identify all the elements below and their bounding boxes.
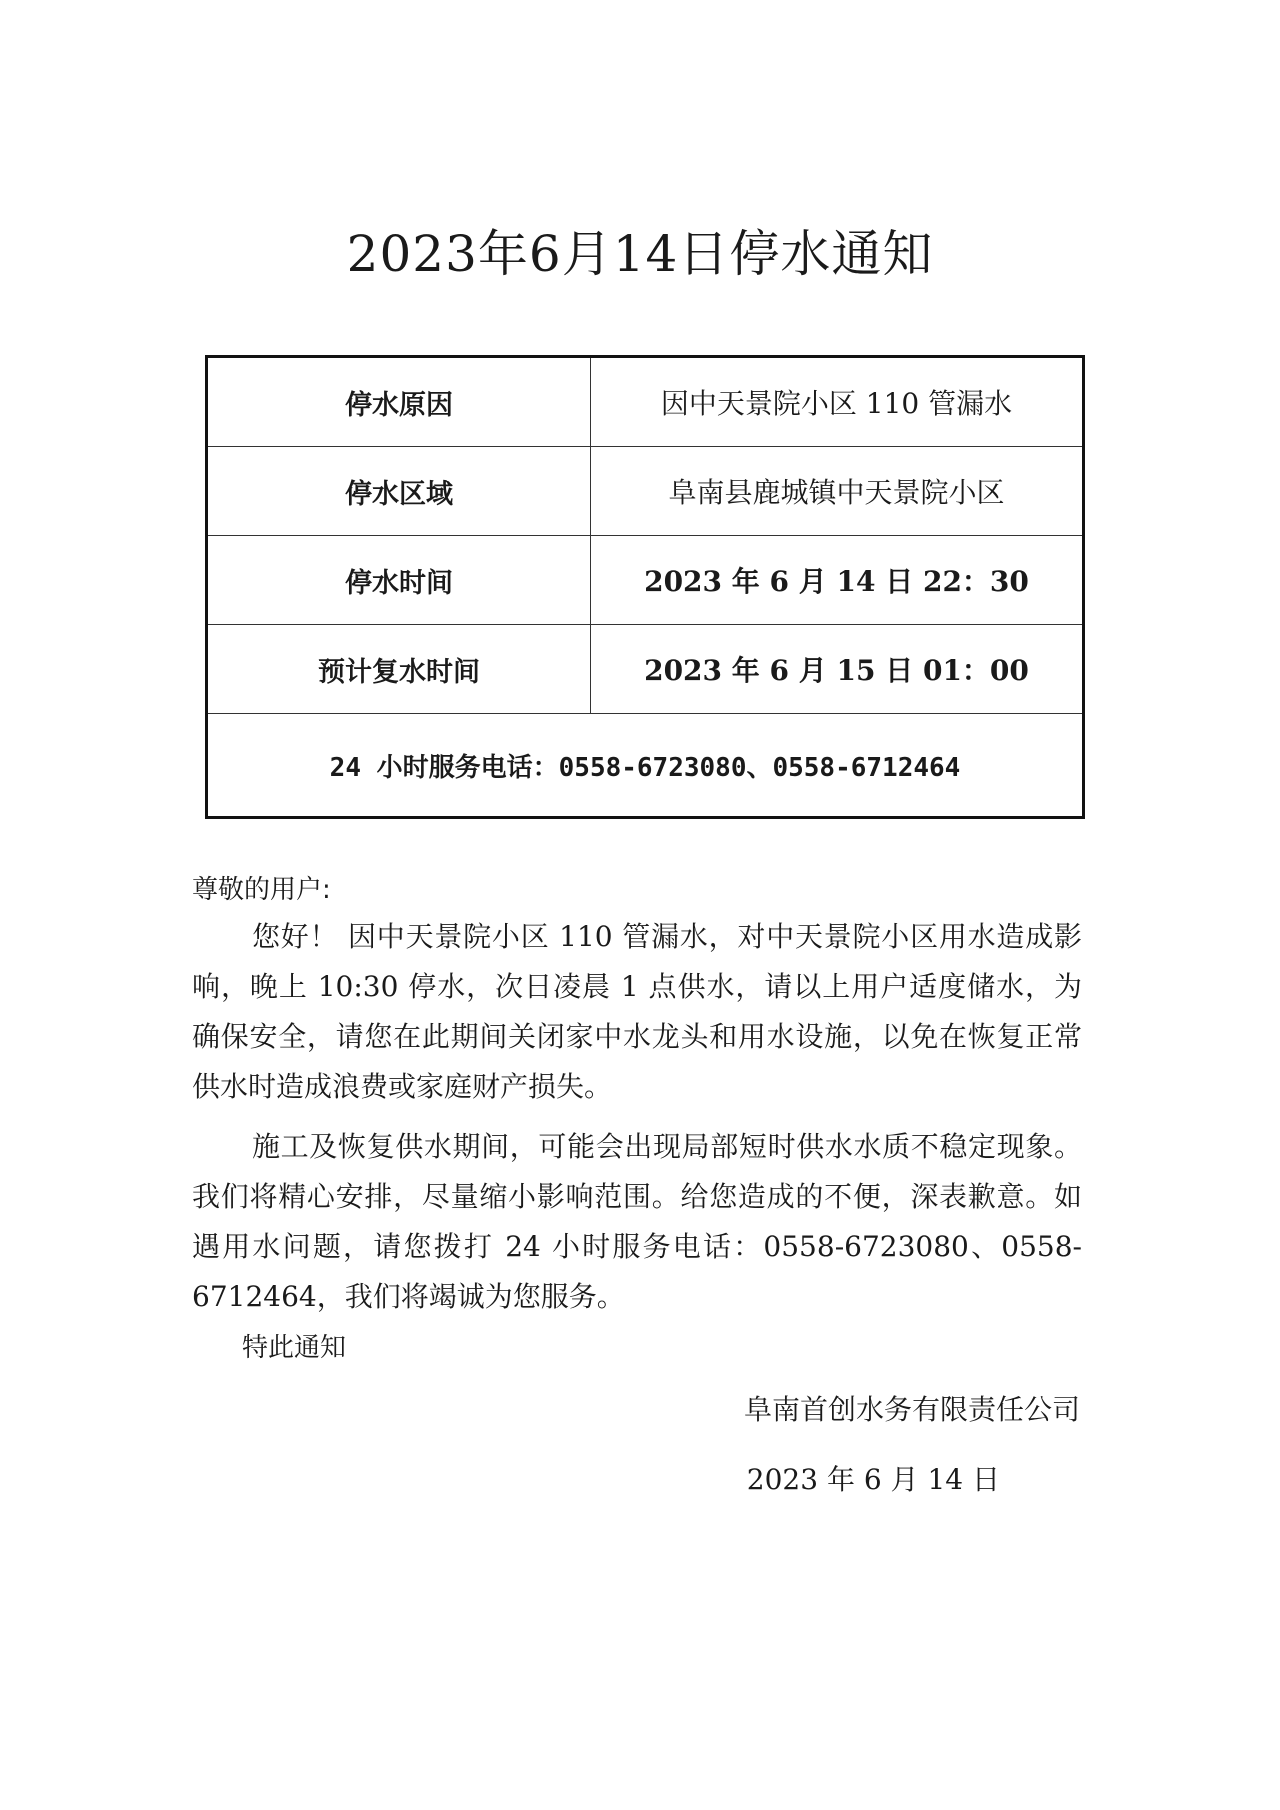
table-row <box>207 357 1084 447</box>
outage-time-label: 停水时间 <box>207 536 591 625</box>
restore-time-value: 2023 年 6 月 15 日 01：00 <box>591 625 1084 714</box>
body-paragraph-1: 您好！ 因中天景院小区 110 管漏水，对中天景院小区用水造成影响，晚上 10:30 停水，次日凌晨 1 点供水，请以上用户适度储水，为确保安全，请您在此期间关闭家中水龙头和用水设施，以免在恢复正常供水时造成浪费或家庭财产损失。 <box>192 920 1082 1103</box>
signature-date: 2023 年 6 月 14 日 <box>746 1463 1000 1496</box>
table-row <box>207 714 1084 818</box>
body-paragraph-2: 施工及恢复供水期间，可能会出现局部短时供水水质不稳定现象。我们将精心安排，尽量缩小影响范围。给您造成的不便，深表歉意。如遇用水问题，请您拨打 24 小时服务电话：0558-6723080、0558-6712464，我们将竭诚为您服务。 <box>192 1130 1082 1313</box>
area-value: 阜南县鹿城镇中天景院小区 <box>591 447 1084 536</box>
closing-line: 特此通知 <box>242 1333 347 1363</box>
table-row <box>207 536 1084 625</box>
restore-time-label: 预计复水时间 <box>207 625 591 714</box>
page-title: 2023年6月14日停水通知 <box>346 225 934 283</box>
table-row <box>207 447 1084 536</box>
outage-info-table <box>205 355 1085 819</box>
area-label: 停水区域 <box>207 447 591 536</box>
table-row <box>207 625 1084 714</box>
reason-label: 停水原因 <box>207 357 591 447</box>
outage-time-value: 2023 年 6 月 14 日 22：30 <box>591 536 1084 625</box>
reason-value: 因中天景院小区 110 管漏水 <box>591 357 1084 447</box>
signature-company: 阜南首创水务有限责任公司 <box>743 1393 1080 1426</box>
service-phone-line: 24 小时服务电话：0558-6723080、0558-6712464 <box>207 714 1084 818</box>
greeting: 尊敬的用户: <box>192 875 331 905</box>
